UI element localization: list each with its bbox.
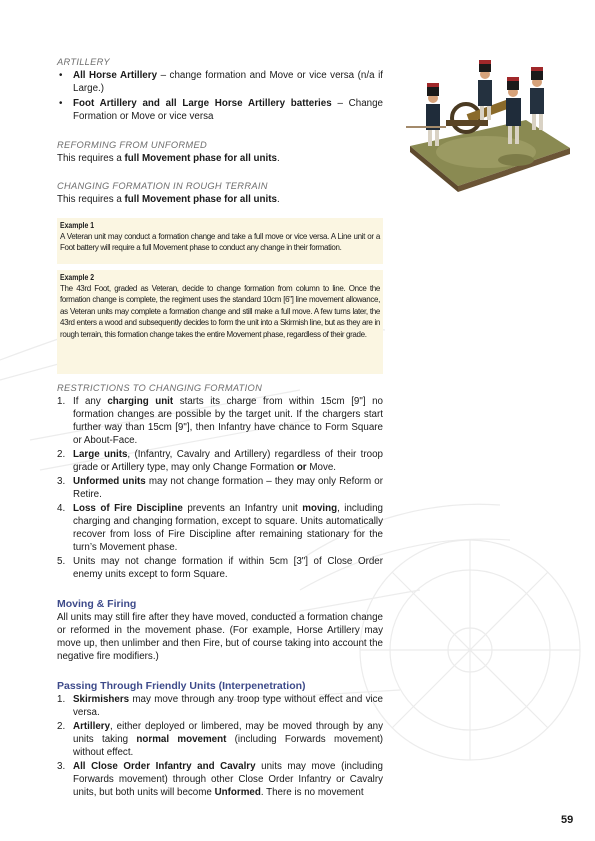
list-item: 2. Large units, (Infantry, Cavalry and Artillery) regardless of their troop grade or Artillery type, may only Change Formation or Move. — [57, 449, 383, 473]
moving-firing-heading: Moving & Firing — [57, 598, 137, 610]
rough-terrain-heading: CHANGING FORMATION IN ROUGH TERRAIN — [57, 181, 268, 191]
example-1-box — [57, 218, 383, 264]
list-item: 1. Skirmishers may move through any troop type without effect and vice versa. — [57, 694, 383, 718]
restrictions-section — [57, 383, 383, 582]
restrictions-list — [57, 395, 383, 581]
interpenetration-heading: Passing Through Friendly Units (Interpenetration) — [57, 680, 306, 692]
artillery-section — [57, 57, 383, 125]
reforming-heading: REFORMING FROM UNFORMED — [57, 140, 207, 150]
page-number: 59 — [561, 814, 574, 826]
restrictions-heading: RESTRICTIONS TO CHANGING FORMATION — [57, 383, 263, 393]
artillery-list — [57, 69, 383, 123]
list-item: 5. Units may not change formation if within 5cm [3"] of Close Order enemy units except to form Square. — [57, 556, 383, 580]
rough-terrain-section — [57, 181, 383, 206]
rough-terrain-text: This requires a full Movement phase for all units. — [57, 194, 280, 205]
example-2-text: The 43rd Foot, graded as Veteran, decide to change formation from column to line. Once the formation change is complete, the regiment uses the standard 10cm [6"] line movement allowance, as Veteran units may complete a formation change and still make a full move. A few turns later, the 43rd enters a wood and subsequently decides to form the unit into a Skirmish line, but as they are in rough terrain, this formation change takes the entire Movement phase, regardless of their grade. — [60, 284, 380, 339]
list-item: • All Horse Artillery – change formation and Move or vice versa (n/a if Large.) — [57, 69, 383, 95]
example-1-text: A Veteran unit may conduct a formation change and take a full move or vice versa. A Line unit or a Foot battery will require a full Movement phase to conduct any change in their formation. — [60, 232, 380, 253]
list-item: 3. Unformed units may not change formation – they may only Reform or Retire. — [57, 476, 383, 500]
list-item: 4. Loss of Fire Discipline prevents an Infantry unit moving, including charging and changing formation, except to square. Units automatically recover from loss of Fire Discipline after remaining stationary for the turn’s Movement phase. — [57, 503, 383, 553]
example-2-title: Example 2 — [60, 273, 95, 282]
example-2-box — [57, 270, 383, 374]
example-1-title: Example 1 — [60, 221, 95, 230]
list-item: 2. Artillery, either deployed or limbered, may be moved through by any units taking normal movement (including Forwards movement) without effect. — [57, 721, 383, 758]
artillery-heading: ARTILLERY — [57, 57, 110, 67]
interpenetration-section — [57, 680, 383, 800]
list-item: • Foot Artillery and all Large Horse Artillery batteries – Change Formation or Move or vice versa — [57, 97, 383, 123]
moving-firing-text: All units may still fire after they have moved, conducted a formation change or reformed in the movement phase. (For example, Horse Artillery may move up, then unlimber and then Fire, but of course taking into account the negative fire modifiers.) — [57, 612, 383, 662]
list-item: 3. All Close Order Infantry and Cavalry units may move (including Forwards movement) through other Close Order Infantry or Cavalry units, but both units will become Unformed. There is no movement — [57, 761, 384, 798]
reforming-section — [57, 140, 383, 165]
artillery-miniatures-photo — [406, 60, 572, 192]
moving-firing-section — [57, 598, 383, 663]
list-item: 1. If any charging unit starts its charge from within 15cm [9"] no formation changes are possible by the target unit. If the chargers start further way than 15cm [9"], then Infantry have chance to Form Square or About-Face. — [57, 396, 384, 446]
reforming-text: This requires a full Movement phase for all units. — [57, 153, 280, 164]
interpenetration-list — [57, 693, 383, 799]
